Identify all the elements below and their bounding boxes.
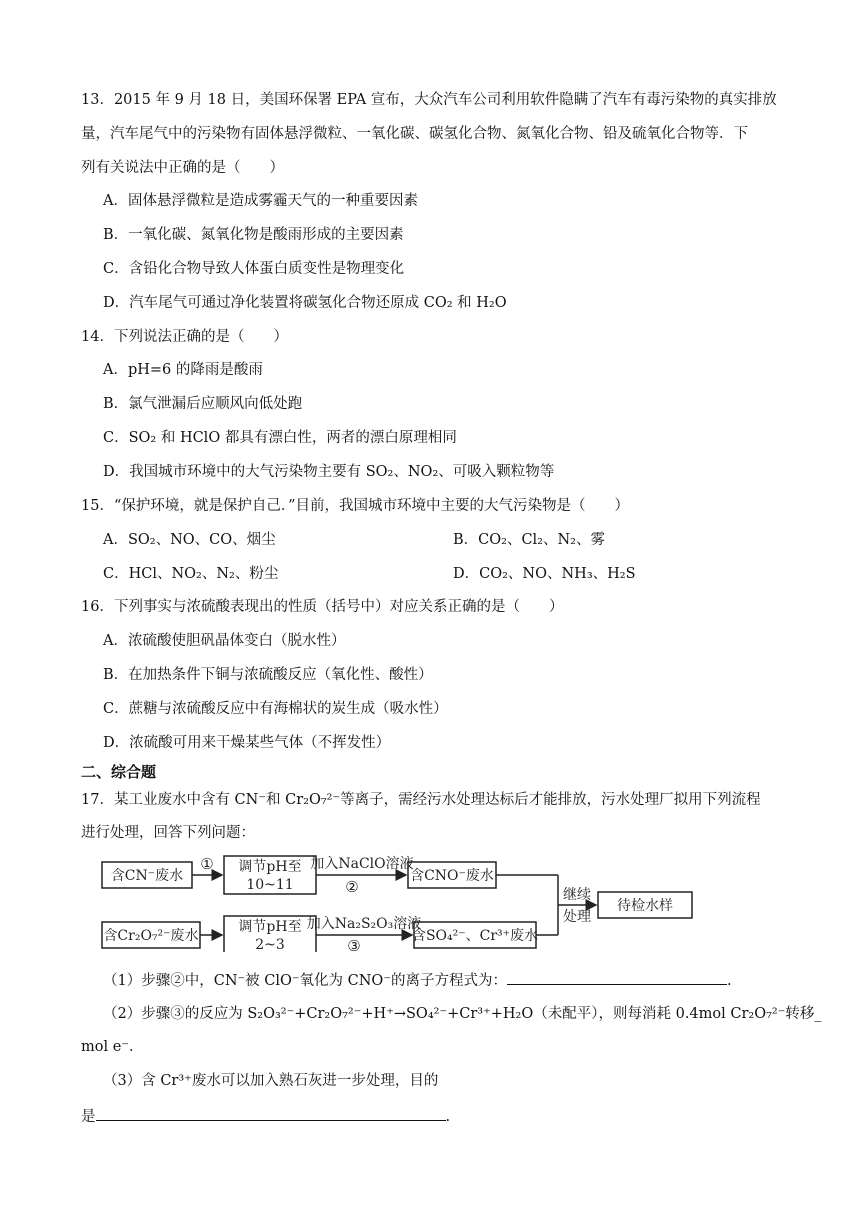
q17-sub3-answer-blank[interactable]	[96, 1105, 446, 1121]
q17-stem-line1: 17．某工业废水中含有 CN⁻和 Cr₂O₇²⁻等离子，需经污水处理达标后才能排放，污水处理厂拟用下列流程	[81, 792, 761, 808]
section-heading: 二、综合题	[81, 763, 157, 781]
q17-sub1	[103, 969, 732, 991]
q16-option-d: D．浓硫酸可用来干燥某些气体（不挥发性）	[103, 735, 391, 751]
q15-stem: 15．“保护环境，就是保护自己．”目前，我国城市环境中主要的大气污染物是（ ）	[81, 498, 630, 514]
q15-option-d: D．CO₂、NO、NH₃、H₂S	[453, 566, 636, 582]
q17-sub1-answer-blank[interactable]	[507, 969, 727, 985]
q14-option-a: A．pH=6 的降雨是酸雨	[103, 362, 263, 378]
q15-option-b: B．CO₂、Cl₂、N₂、雾	[453, 532, 605, 548]
flow-label-ph1-b: 10~11	[246, 877, 294, 893]
flow-label-ph2-a: 调节pH至	[238, 919, 302, 935]
q16-option-a: A．浓硫酸使胆矾晶体变白（脱水性）	[103, 633, 346, 649]
q17-sub2-line1: （2）步骤③的反应为 S₂O₃²⁻+Cr₂O₇²⁻+H⁺→SO₄²⁻+Cr³⁺+H₂O（未配平），则每消耗 0.4mol Cr₂O₇²⁻转移_	[103, 1006, 822, 1022]
flow-label-cr: 含Cr₂O₇²⁻废水	[103, 928, 199, 944]
flow-step-2: ②	[345, 878, 359, 896]
flow-label-ph1-a: 调节pH至	[238, 859, 302, 875]
q15-option-a: A．SO₂、NO、CO、烟尘	[103, 532, 276, 548]
flow-label-add2: 加入Na₂S₂O₃溶液	[306, 916, 422, 932]
flow-label-cno: 含CNO⁻废水	[410, 868, 494, 884]
q13-stem-line1: 13．2015 年 9 月 18 日，美国环保署 EPA 宣布，大众汽车公司利用软件隐瞒了汽车有毒污染物的真实排放	[81, 92, 777, 108]
q16-option-b: B．在加热条件下铜与浓硫酸反应（氧化性、酸性）	[103, 667, 433, 683]
q14-option-b: B．氯气泄漏后应顺风向低处跑	[103, 396, 303, 412]
flow-step-1: ①	[200, 855, 214, 873]
q17-sub3-prefix: 是	[81, 1109, 96, 1125]
q17-sub3-line2	[81, 1105, 450, 1127]
q17-sub1-end: .	[726, 973, 732, 989]
q13-option-c: C．含铅化合物导致人体蛋白质变性是物理变化	[103, 261, 405, 277]
q15-option-c: C．HCl、NO₂、N₂、粉尘	[103, 566, 279, 582]
flow-step-3: ③	[347, 937, 361, 952]
flow-label-cn: 含CN⁻废水	[110, 868, 184, 884]
q13-stem-line2: 量，汽车尾气中的污染物有固体悬浮微粒、一氧化碳、碳氢化合物、氮氧化合物、铅及硫氧化合物等．下	[81, 126, 748, 142]
q13-option-d: D．汽车尾气可通过净化装置将碳氢化合物还原成 CO₂ 和 H₂O	[103, 295, 507, 311]
q14-option-c: C．SO₂ 和 HClO 都具有漂白性，两者的漂白原理相同	[103, 430, 457, 446]
q16-stem: 16．下列事实与浓硫酸表现出的性质（括号中）对应关系正确的是（ ）	[81, 599, 564, 615]
q16-option-c: C．蔗糖与浓硫酸反应中有海棉状的炭生成（吸水性）	[103, 701, 448, 717]
q13-option-b: B．一氧化碳、氮氧化物是酸雨形成的主要因素	[103, 227, 404, 243]
q17-sub3-end: .	[445, 1109, 451, 1125]
flow-label-further-a: 继续	[563, 887, 591, 903]
q14-stem: 14．下列说法正确的是（ ）	[81, 329, 288, 345]
q17-sub3-line1: （3）含 Cr³⁺废水可以加入熟石灰进一步处理，目的	[103, 1073, 439, 1089]
q14-option-d: D．我国城市环境中的大气污染物主要有 SO₂、NO₂、可吸入颗粒物等	[103, 464, 555, 480]
q13-option-a: A．固体悬浮微粒是造成雾霾天气的一种重要因素	[103, 193, 418, 209]
flow-label-final: 待检水样	[617, 898, 673, 914]
q17-stem-line2: 进行处理，回答下列问题：	[81, 825, 255, 841]
flow-label-so4: 含SO₄²⁻、Cr³⁺废水	[411, 928, 539, 944]
q13-stem-line3: 列有关说法中正确的是（ ）	[81, 160, 284, 176]
q17-sub2-line2: mol e⁻．	[81, 1039, 144, 1055]
flow-label-further-b: 处理	[563, 909, 591, 925]
q17-sub1-text: （1）步骤②中，CN⁻被 ClO⁻氧化为 CNO⁻的离子方程式为：	[103, 973, 507, 989]
flow-label-ph2-b: 2~3	[255, 937, 285, 952]
process-flow-diagram	[100, 852, 700, 952]
flow-label-add1: 加入NaClO溶液	[310, 856, 414, 872]
